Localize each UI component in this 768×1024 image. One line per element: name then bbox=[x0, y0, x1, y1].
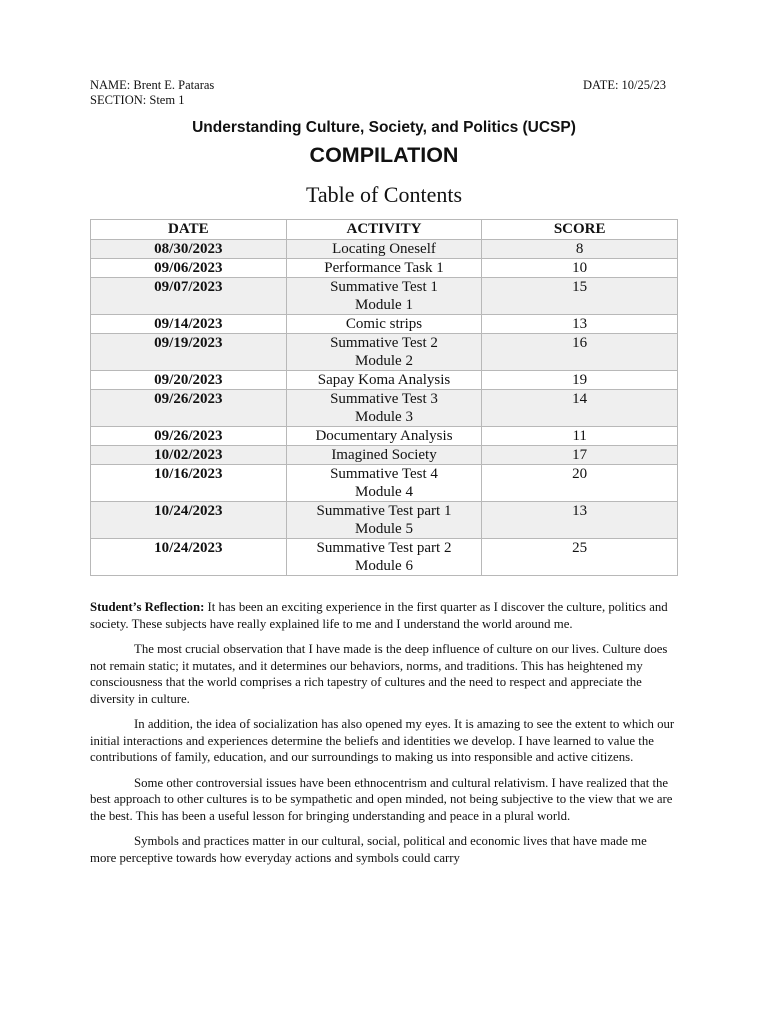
table-row bbox=[91, 502, 678, 539]
row-score: 14 bbox=[482, 390, 678, 427]
row-score: 10 bbox=[482, 259, 678, 278]
row-activity bbox=[286, 240, 482, 259]
activity-line: Summative Test part 2 bbox=[316, 540, 452, 556]
row-activity bbox=[286, 539, 482, 576]
row-date: 09/06/2023 bbox=[91, 259, 287, 278]
row-activity bbox=[286, 315, 482, 334]
student-reflection bbox=[90, 599, 676, 875]
table-of-contents-heading: Table of Contents bbox=[305, 182, 463, 207]
reflection-paragraph: The most crucial observation that I have made is the deep influence of culture on our lives. Culture does not remain static; it mutates, and it determines our behaviors, norms, and traditions. This has heightened my consciousness that the world comprises a rich tapestry of cultures and the need to respect and appreciate the diversity in culture. bbox=[90, 642, 668, 706]
activity-line: Summative Test part 1 bbox=[316, 503, 452, 519]
row-date: 10/24/2023 bbox=[91, 539, 287, 576]
activity-line: Summative Test 3 bbox=[330, 391, 438, 407]
activity-line: Imagined Society bbox=[331, 447, 437, 463]
row-score: 25 bbox=[482, 539, 678, 576]
activity-line: Summative Test 4 bbox=[330, 466, 438, 482]
activity-line: Module 2 bbox=[355, 353, 413, 369]
activity-line: Comic strips bbox=[345, 316, 423, 332]
row-date: 09/20/2023 bbox=[91, 371, 287, 390]
activity-line: Module 4 bbox=[355, 484, 413, 500]
row-score: 15 bbox=[482, 278, 678, 315]
table-row bbox=[91, 427, 678, 446]
row-date: 09/19/2023 bbox=[91, 334, 287, 371]
row-date: 09/07/2023 bbox=[91, 278, 287, 315]
activity-line: Documentary Analysis bbox=[315, 428, 453, 444]
row-score: 8 bbox=[482, 240, 678, 259]
reflection-paragraph: In addition, the idea of socialization has also opened my eyes. It is amazing to see the extent to which our initial interactions and experiences determine the beliefs and identities we develop. I have learned to value the contributions of family, education, and our surroundings to making us into responsible and active citizens. bbox=[90, 717, 675, 764]
row-activity bbox=[286, 446, 482, 465]
activity-line: Module 1 bbox=[355, 297, 413, 313]
row-score: 20 bbox=[482, 465, 678, 502]
row-score: 17 bbox=[482, 446, 678, 465]
column-header-score: SCORE bbox=[482, 220, 678, 240]
row-activity bbox=[286, 502, 482, 539]
reflection-paragraph: Symbols and practices matter in our cultural, social, political and economic lives that have made me more perceptive towards how everyday actions and symbols could carry bbox=[90, 834, 647, 865]
activity-line: Summative Test 2 bbox=[330, 335, 438, 351]
row-date: 09/26/2023 bbox=[91, 427, 287, 446]
activity-line: Summative Test 1 bbox=[330, 279, 438, 295]
reflection-intro-text: It has been an exciting experience in the first quarter as I discover the culture, politics and society. These subjects have really explained life to me and I understand the world around me. bbox=[90, 600, 668, 631]
activity-line: Module 3 bbox=[355, 409, 413, 425]
table-row bbox=[91, 240, 678, 259]
row-activity bbox=[286, 278, 482, 315]
row-activity bbox=[286, 259, 482, 278]
row-score: 19 bbox=[482, 371, 678, 390]
table-row bbox=[91, 465, 678, 502]
column-header-activity: ACTIVITY bbox=[286, 220, 482, 240]
row-date: 10/24/2023 bbox=[91, 502, 287, 539]
activity-line: Performance Task 1 bbox=[324, 260, 444, 276]
row-score: 13 bbox=[482, 315, 678, 334]
subject-title: Understanding Culture, Society, and Politics (UCSP) bbox=[192, 119, 576, 136]
row-date: 10/16/2023 bbox=[91, 465, 287, 502]
column-header-date: DATE bbox=[91, 220, 287, 240]
table-row bbox=[91, 278, 678, 315]
table-row bbox=[91, 446, 678, 465]
row-date: 09/14/2023 bbox=[91, 315, 287, 334]
activity-line: Sapay Koma Analysis bbox=[317, 372, 451, 388]
row-date: 10/02/2023 bbox=[91, 446, 287, 465]
table-header-row bbox=[91, 220, 678, 240]
student-name: NAME: Brent E. Pataras bbox=[90, 78, 215, 92]
row-score: 13 bbox=[482, 502, 678, 539]
activity-line: Locating Oneself bbox=[332, 241, 436, 257]
activity-line: Module 6 bbox=[355, 558, 413, 574]
student-section: SECTION: Stem 1 bbox=[90, 93, 185, 107]
table-row bbox=[91, 390, 678, 427]
reflection-paragraph: Some other controversial issues have been ethnocentrism and cultural relativism. I have realized that the best approach to other cultures is to be sympathetic and open minded, not being subjective to the view that we are the best. This has been a useful lesson for bringing understanding and peace in a plural world. bbox=[90, 775, 673, 823]
row-score: 16 bbox=[482, 334, 678, 371]
row-activity bbox=[286, 427, 482, 446]
table-row bbox=[91, 259, 678, 278]
row-activity bbox=[286, 334, 482, 371]
table-row bbox=[91, 371, 678, 390]
table-row bbox=[91, 539, 678, 576]
student-header bbox=[90, 78, 666, 108]
row-date: 09/26/2023 bbox=[91, 390, 287, 427]
reflection-intro-paragraph bbox=[90, 599, 676, 632]
activity-line: Module 5 bbox=[355, 521, 413, 537]
table-row bbox=[91, 334, 678, 371]
reflection-label: Student’s Reflection: bbox=[90, 600, 205, 614]
table-of-contents bbox=[90, 219, 678, 576]
row-activity bbox=[286, 465, 482, 502]
table-row bbox=[91, 315, 678, 334]
row-activity bbox=[286, 371, 482, 390]
document-title: COMPILATION bbox=[309, 143, 459, 167]
row-date: 08/30/2023 bbox=[91, 240, 287, 259]
document-date: DATE: 10/25/23 bbox=[583, 78, 666, 92]
row-activity bbox=[286, 390, 482, 427]
row-score: 11 bbox=[482, 427, 678, 446]
